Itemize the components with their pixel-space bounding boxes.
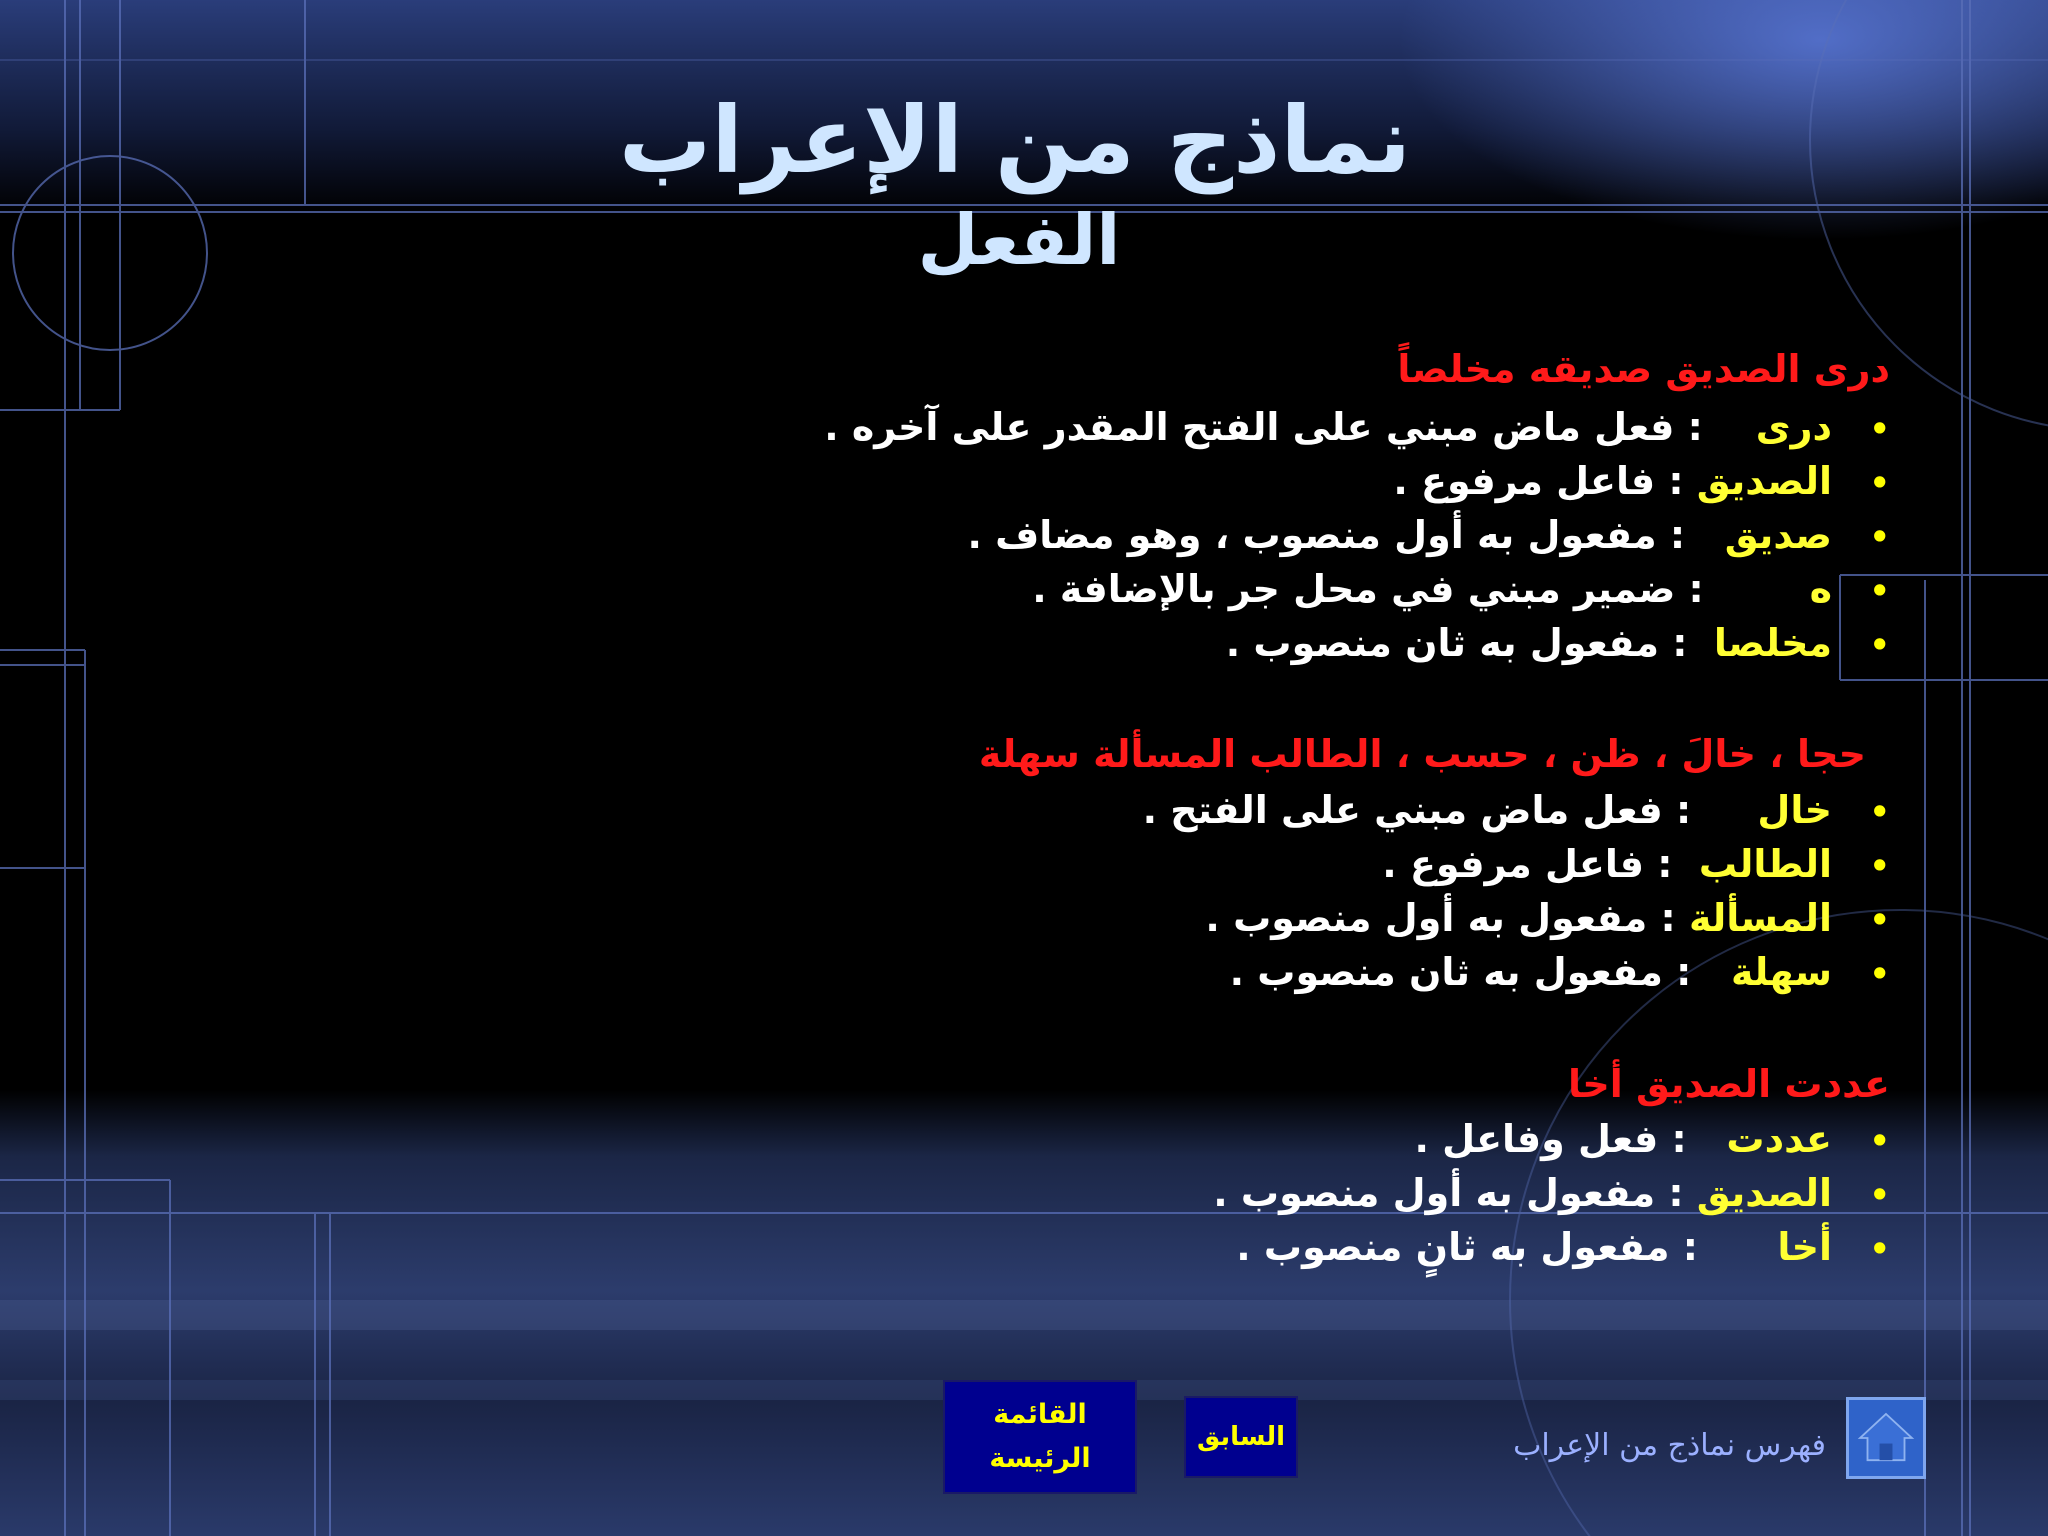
parsed-word: صديق xyxy=(1724,513,1832,557)
bullet-icon: • xyxy=(1869,793,1890,831)
bullet-icon: • xyxy=(1869,901,1890,939)
list-item xyxy=(967,508,1890,562)
slide-subtitle: الفعل xyxy=(917,199,1121,281)
parse-description: : مفعول به ثان منصوب . xyxy=(1229,950,1731,994)
list-item xyxy=(1213,1166,1890,1220)
parsed-word: أخا xyxy=(1777,1225,1832,1269)
bullet-icon: • xyxy=(1869,1122,1890,1160)
parsed-word: الصديق xyxy=(1696,459,1832,503)
list-item xyxy=(1236,1220,1890,1274)
bullet-icon: • xyxy=(1869,410,1890,448)
home-icon xyxy=(1849,1400,1923,1476)
parse-description: : مفعول به ثان منصوب . xyxy=(1225,621,1714,665)
slide-title: نماذج من الإعراب xyxy=(618,87,1412,194)
main-menu-label-line1: القائمة xyxy=(993,1399,1087,1430)
previous-button[interactable]: السابق xyxy=(1184,1396,1298,1478)
parsed-word: الطالب xyxy=(1698,842,1832,886)
index-link[interactable]: فهرس نماذج من الإعراب xyxy=(1513,1428,1826,1463)
list-item xyxy=(1226,616,1890,670)
parse-description: : فعل وفاعل . xyxy=(1414,1117,1727,1161)
parse-description: : ضمير مبني في محل جر بالإضافة . xyxy=(1032,567,1810,611)
parse-description: : مفعول به أول منصوب . xyxy=(1205,896,1689,940)
parsed-word: درى xyxy=(1755,405,1832,449)
parsed-word: خال xyxy=(1757,788,1832,832)
list-item xyxy=(1230,945,1890,999)
parsed-word: عددت xyxy=(1726,1117,1832,1161)
list-item xyxy=(1393,454,1890,508)
bullet-icon: • xyxy=(1869,572,1890,610)
list-item xyxy=(1205,891,1890,945)
parse-description: : فاعل مرفوع . xyxy=(1382,842,1699,886)
list-item xyxy=(1414,1112,1890,1166)
main-menu-label-line2: الرئيسة xyxy=(989,1443,1091,1474)
parse-description: : مفعول به ثانٍ منصوب . xyxy=(1236,1225,1778,1269)
bullet-icon: • xyxy=(1869,626,1890,664)
bullet-icon: • xyxy=(1869,1230,1890,1268)
bullet-icon: • xyxy=(1869,464,1890,502)
parse-description: : مفعول به أول منصوب . xyxy=(1213,1171,1697,1215)
bullet-icon: • xyxy=(1869,955,1890,993)
parse-description: : فعل ماض مبني على الفتح المقدر على آخره . xyxy=(824,405,1756,449)
parse-description: : فاعل مرفوع . xyxy=(1393,459,1697,503)
home-button[interactable] xyxy=(1846,1397,1926,1479)
list-item xyxy=(1143,783,1890,837)
parsed-word: سهلة xyxy=(1730,950,1832,994)
list-item xyxy=(1032,562,1890,616)
list-item xyxy=(1382,837,1890,891)
parse-description: : فعل ماض مبني على الفتح . xyxy=(1142,788,1758,832)
example-sentence-2: حجا ، خالَ ، ظن ، حسب ، الطالب المسألة سهلة xyxy=(978,732,1866,776)
bullet-icon: • xyxy=(1869,518,1890,556)
parsed-word: المسألة xyxy=(1688,896,1832,940)
parsed-word: ه xyxy=(1809,567,1832,611)
example-sentence-3: عددت الصديق أخا xyxy=(1568,1062,1890,1106)
bullet-icon: • xyxy=(1869,847,1890,885)
main-menu-button[interactable] xyxy=(943,1380,1137,1494)
parse-description: : مفعول به أول منصوب ، وهو مضاف . xyxy=(967,513,1725,557)
example-sentence-1: درى الصديق صديقه مخلصاً xyxy=(1397,347,1890,391)
list-item xyxy=(824,400,1890,454)
parsed-word: الصديق xyxy=(1696,1171,1832,1215)
bullet-icon: • xyxy=(1869,1176,1890,1214)
parsed-word: مخلصا xyxy=(1713,621,1832,665)
